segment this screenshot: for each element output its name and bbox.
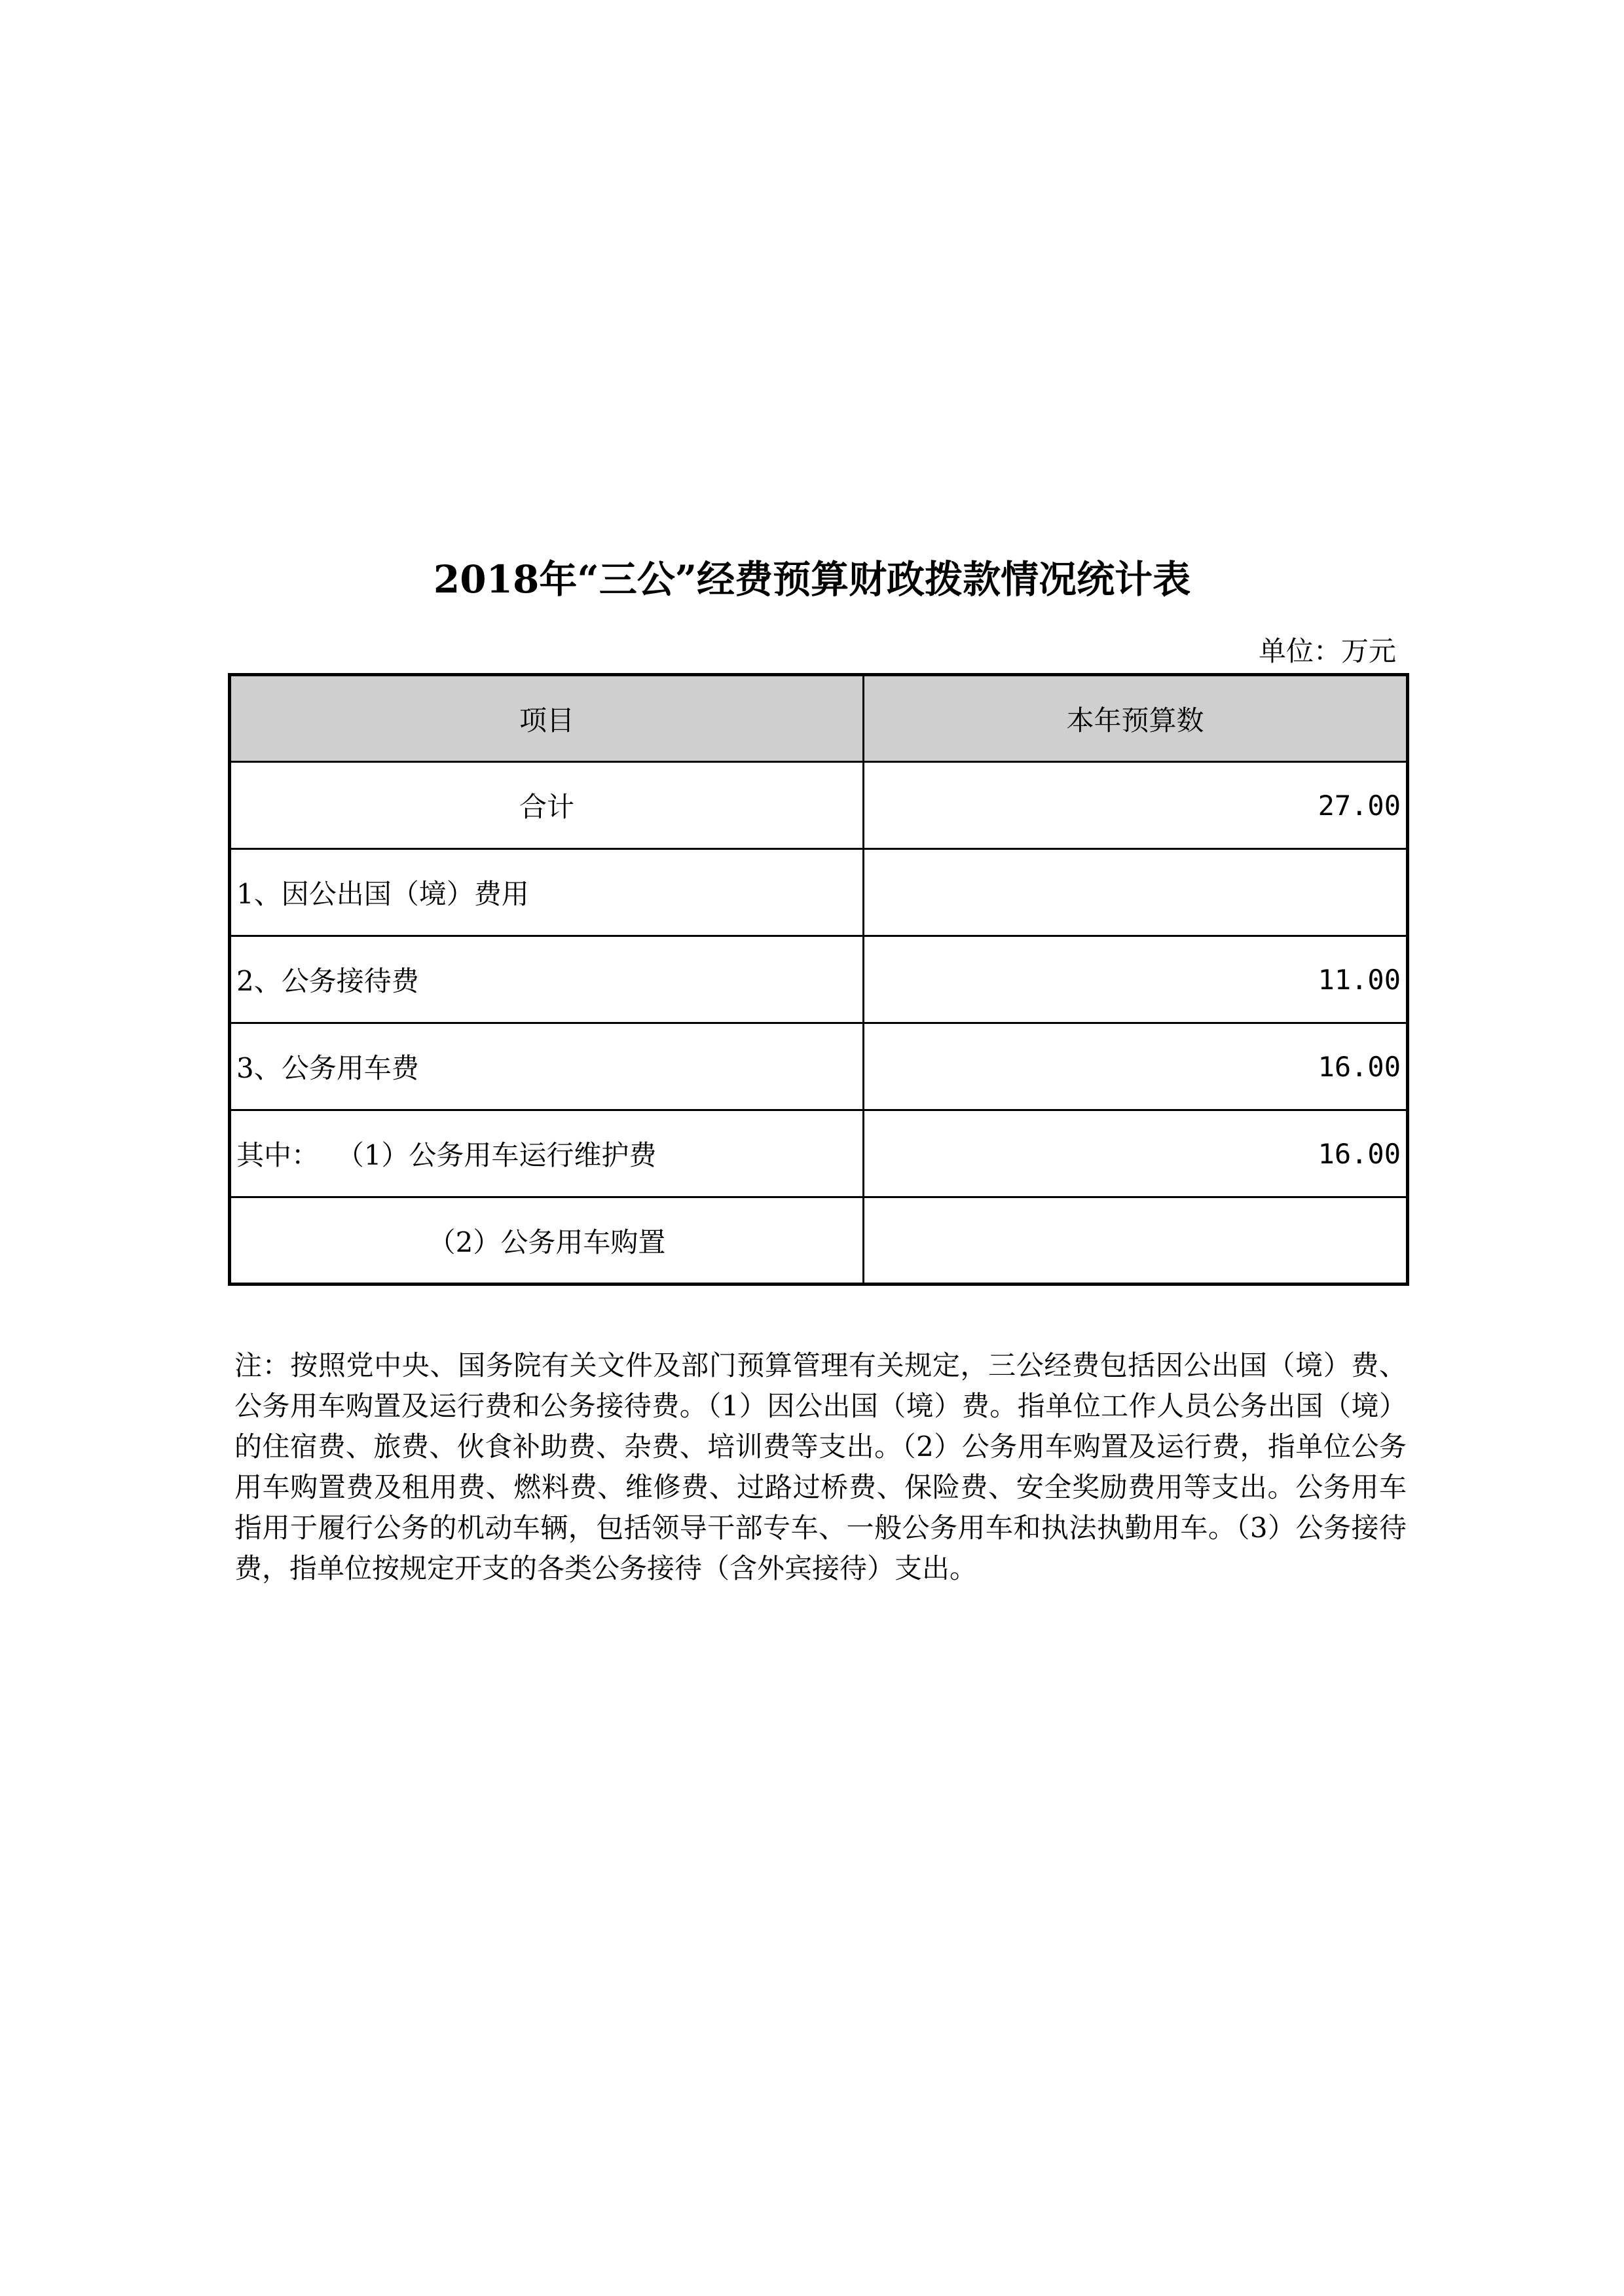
row-item: 3、公务用车费: [230, 1023, 864, 1110]
column-header-item: 项目: [230, 675, 864, 762]
row-value: 16.00: [864, 1023, 1408, 1110]
footnote: 注：按照党中央、国务院有关文件及部门预算管理有关规定，三公经费包括因公出国（境）费、公务用车购置及运行费和公务接待费。（1）因公出国（境）费。指单位工作人员公务出国（境）的住宿费、旅费、伙食补助费、杂费、培训费等支出。（2）公务用车购置及运行费，指单位公务用车购置费及租用费、燃料费、维修费、过路过桥费、保险费、安全奖励费用等支出。公务用车指用于履行公务的机动车辆，包括领导干部专车、一般公务用车和执法执勤用车。（3）公务接待费，指单位按规定开支的各类公务接待（含外宾接待）支出。: [234, 1349, 1407, 1584]
table-row: [230, 1110, 1408, 1197]
table-header-row: [230, 675, 1408, 762]
column-header-budget: 本年预算数: [864, 675, 1408, 762]
table-row: [230, 936, 1408, 1023]
table-row: [230, 849, 1408, 936]
page-title: 2018年“三公”经费预算财政拨款情况统计表: [433, 557, 1191, 602]
row-item: 合计: [230, 762, 864, 849]
table-row: [230, 762, 1408, 849]
row-value: 11.00: [864, 936, 1408, 1023]
row-item: 2、公务接待费: [230, 936, 864, 1023]
budget-table: [228, 673, 1409, 1286]
row-item: 其中： （1）公务用车运行维护费: [230, 1110, 864, 1197]
row-item: 1、因公出国（境）费用: [230, 849, 864, 936]
row-value: [864, 1197, 1408, 1285]
row-item: （2）公务用车购置: [230, 1197, 864, 1285]
row-value: 16.00: [864, 1110, 1408, 1197]
row-value: 27.00: [864, 762, 1408, 849]
table-row: [230, 1197, 1408, 1285]
table-row: [230, 1023, 1408, 1110]
unit-label: 单位：万元: [1258, 635, 1396, 667]
row-value: [864, 849, 1408, 936]
